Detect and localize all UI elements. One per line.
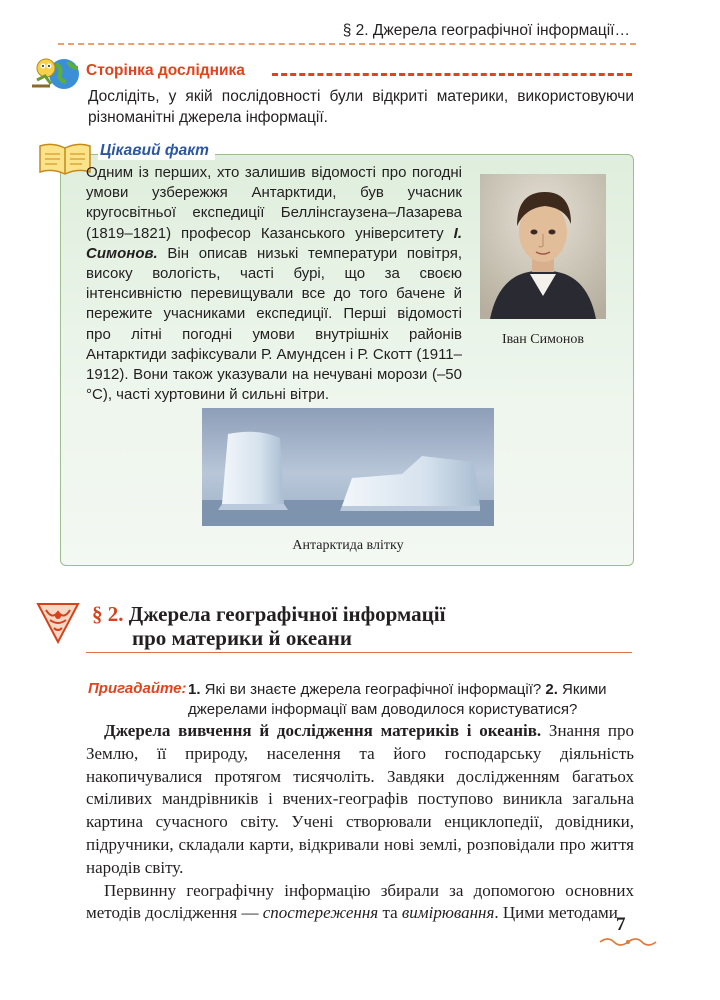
- body-text: [86, 720, 634, 925]
- section-rule: [86, 652, 632, 653]
- recall-questions: 1. Які ви знаєте джерела географічної інформації? 2. Якими джерелами інформації вам доводилося користуватися?: [188, 681, 607, 718]
- explorer-task-text: Дослідіть, у якій послідовності були відкриті материки, використовуючи різноманітні джерела інформації.: [88, 88, 634, 126]
- recall-label: Пригадайте:: [88, 680, 187, 697]
- section-ornament-icon: [34, 598, 82, 646]
- antarctica-photo: [202, 408, 494, 526]
- section-heading: § 2. Джерела географічної інформації: [92, 602, 446, 626]
- paragraph-2: Первинну географічну інформацію збирали за допомогою основних методів дослідження — спостереження та вимірювання. Цими методами: [86, 880, 634, 923]
- photo-caption: Антарктида влітку: [292, 538, 404, 553]
- fact-text: Одним із перших, хто залишив відомості про погодні умови узбережжя Антарктиди, був учасник кругосвітньої експедиції Беллінсгаузена–Лазарева (1819–1821) професор Казанського університету І. Симонов. Він описав низькі температури повітря, високу вологість, часті бурі, що за своєю інтенсивністю перевищували все до того бачене й пережите учасниками експедиції. Перші відомості про літні погодні умови внутрішніх районів Антарктиди зафіксували Р. Амундсен і Р. Скотт (1911–1912). Вони також указували на нечувані морози (–50 °С), часті хуртовини й сильні вітри.: [86, 164, 462, 404]
- explorer-globe-icon: [30, 52, 84, 92]
- fact-name: І. Симонов.: [86, 224, 462, 262]
- explorer-section-title: Сторінка дослідника: [86, 62, 245, 79]
- page-number: 7: [616, 914, 626, 935]
- explorer-title-dashes: [272, 73, 632, 76]
- portrait-image: [480, 174, 606, 319]
- section-heading-line2: про материки й океани: [132, 626, 352, 650]
- page-ornament-icon: [598, 936, 658, 948]
- fact-title: Цікавий факт: [98, 142, 215, 160]
- portrait-caption: Іван Симонов: [501, 332, 585, 347]
- paragraph-1: Джерела вивчення й дослідження материків і океанів. Знання про Землю, її природу, населення та його господарську діяльність накопичувалися протягом тисячоліть. Завдяки дослідженням багатьох сміливих мандрівників і вчених-географів поступово виникла загальна картина сучасного світу. Учені створювали енциклопедії, довідники, підручники, складали карти, відкривали нові землі, розповідали про життя народів світу.: [86, 721, 634, 877]
- running-header: § 2. Джерела географічної інформації…: [342, 22, 630, 39]
- header-rule: [58, 43, 636, 45]
